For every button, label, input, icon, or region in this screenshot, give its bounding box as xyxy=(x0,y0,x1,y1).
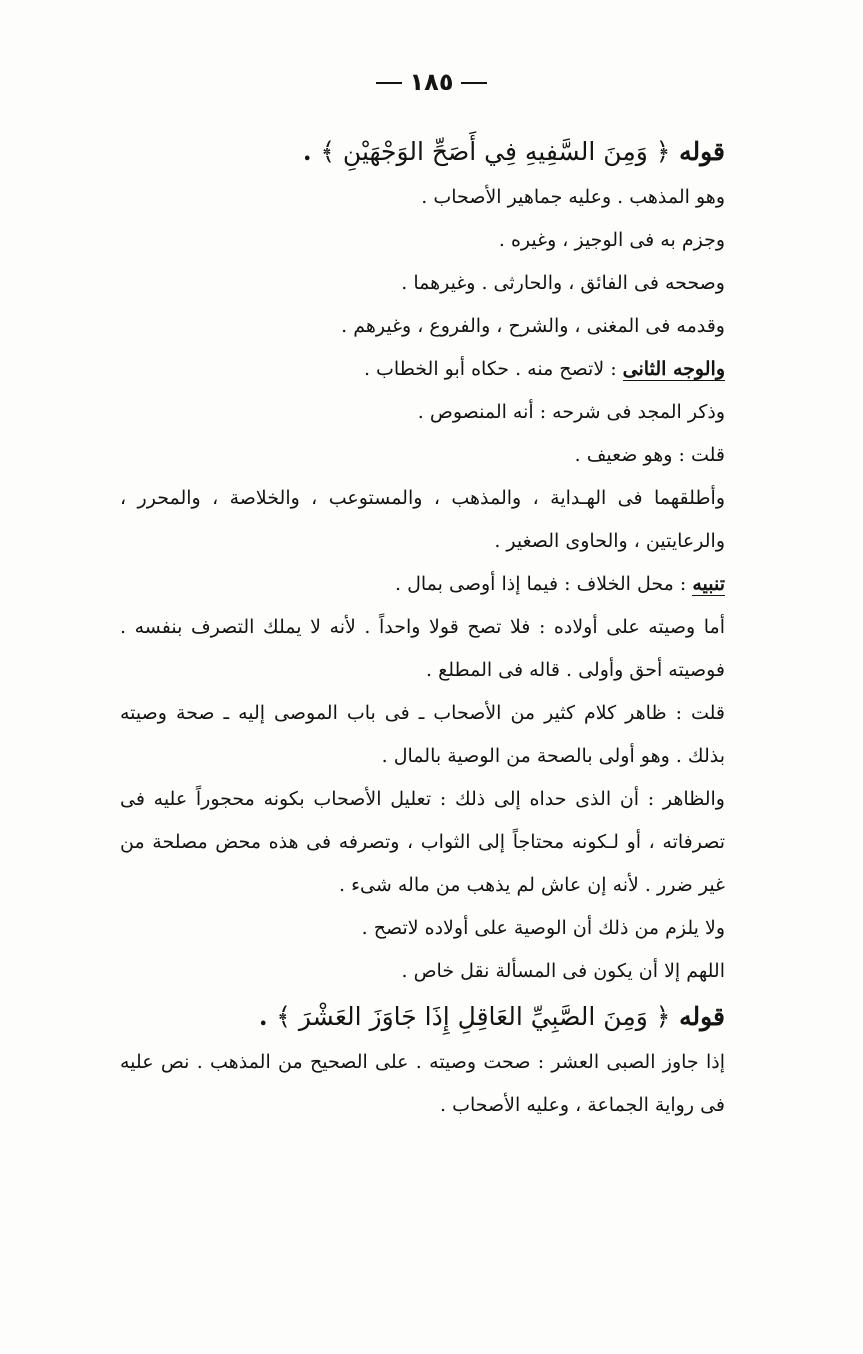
heading-1-quote: ﴿ وَمِنَ السَّفِيهِ فِي أَصَحِّ الوَجْهَيْنِ ﴾ xyxy=(320,137,671,166)
line-7: ولا يلزم من ذلك أن الوصية على أولاده لاتصح . xyxy=(361,917,725,939)
line-3: وصححه فى الفائق ، والحارثى . وغيرهما . xyxy=(401,272,725,294)
paragraph-qult: قلت : ظاهر كلام كثير من الأصحاب ـ فى باب الموصى إليه ـ صحة وصيته بذلك . وهو أولى بالصحة من الوصية بالمال . xyxy=(120,702,725,767)
tanbih-text: : محل الخلاف : فيما إذا أوصى بمال . xyxy=(395,573,687,595)
heading-1-end: . xyxy=(302,137,312,166)
heading-2-quote: ﴿ وَمِنَ الصَّبِيِّ العَاقِلِ إِذَا جَاوَزَ العَشْرَ ﴾ xyxy=(276,1002,671,1031)
page-number xyxy=(0,68,863,96)
page-body xyxy=(120,128,725,1127)
heading-1-prefix: قوله xyxy=(679,137,725,166)
heading-2-prefix: قوله xyxy=(679,1002,725,1031)
dash-left xyxy=(376,82,402,84)
line-8: اللهم إلا أن يكون فى المسألة نقل خاص . xyxy=(401,960,725,982)
dash-right xyxy=(461,82,487,84)
heading-2-end: . xyxy=(258,1002,268,1031)
line-2: وجزم به فى الوجيز ، وغيره . xyxy=(498,229,725,251)
second-view-text: : لاتصح منه . حكاه أبو الخطاب . xyxy=(363,358,617,380)
line-4: وقدمه فى المغنى ، والشرح ، والفروع ، وغيرهم . xyxy=(341,315,725,337)
line-1: وهو المذهب . وعليه جماهير الأصحاب . xyxy=(421,186,725,208)
page-number-text: ١٨٥ xyxy=(409,68,454,96)
paragraph-amma: أما وصيته على أولاده : فلا تصح قولا واحداً . لأنه لا يملك التصرف بنفسه . فوصيته أحق وأولى . قاله فى المطلع . xyxy=(120,616,725,681)
line-6: قلت : وهو ضعيف . xyxy=(574,444,725,466)
paragraph-last: إذا جاوز الصبى العشر : صحت وصيته . على الصحيح من المذهب . نص عليه فى رواية الجماعة ، وعليه الأصحاب . xyxy=(120,1051,725,1116)
paragraph-zahir: والظاهر : أن الذى حداه إلى ذلك : تعليل الأصحاب بكونه محجوراً عليه فى تصرفاته ، أو لـكونه محتاجاً إلى الثواب ، وتصرفه فى هذه محض مصلحة من غير ضرر . لأنه إن عاش لم يذهب من ماله شىء . xyxy=(120,788,725,896)
line-5: وذكر المجد فى شرحه : أنه المنصوص . xyxy=(417,401,725,423)
paragraph-atlaq: وأطلقهما فى الهـداية ، والمذهب ، والمستوعب ، والخلاصة ، والمحرر ، والرعايتين ، والحاوى الصغير . xyxy=(120,487,725,552)
second-view-label: والوجه الثانى xyxy=(622,358,725,380)
second-view-line xyxy=(120,348,725,391)
tanbih-label: تنبيه xyxy=(692,573,725,595)
heading-quote-2 xyxy=(120,993,725,1041)
tanbih-line xyxy=(120,563,725,606)
heading-quote-1 xyxy=(120,128,725,176)
